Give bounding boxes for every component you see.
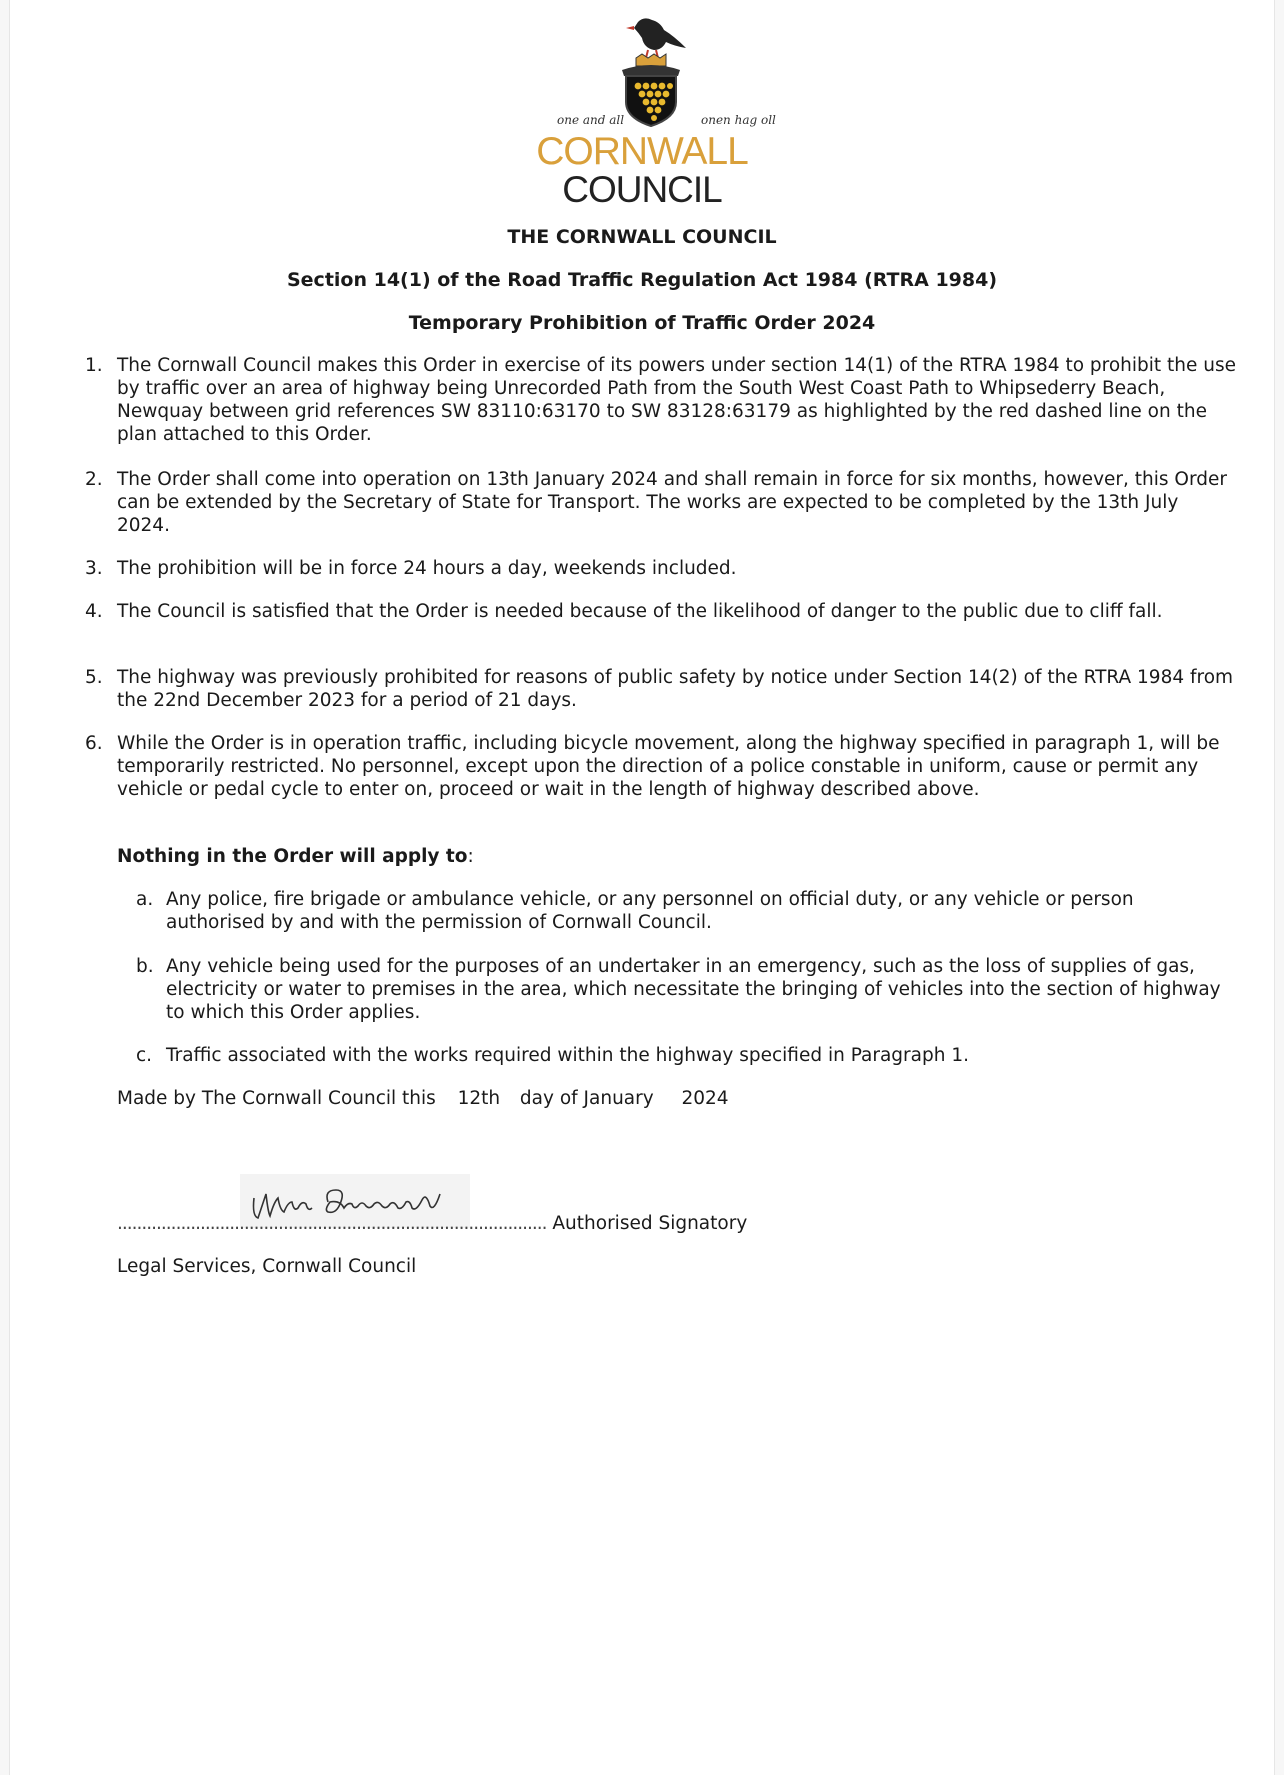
document-page (10, 0, 1274, 1775)
cornwall-council-crest-logo (608, 14, 694, 129)
paragraph-text: While the Order is in operation traffic, including bicycle movement, along the highway specified in paragraph 1, will be temporarily restricted. No personnel, except upon the direction of a police constable in uniform, cause or permit any vehicle or pedal cycle to enter on, proceed or wait in the length of highway described above. (117, 733, 1220, 800)
exemption-a (136, 888, 1236, 934)
paragraph-5 (85, 666, 1237, 712)
made-by-day: 12th (457, 1088, 501, 1109)
paragraph-text: The Council is satisfied that the Order is needed because of the likelihood of danger to the public due to cliff fall. (117, 601, 1163, 622)
paragraph-number: 1. (85, 355, 103, 376)
made-by-year: 2024 (681, 1088, 729, 1109)
motto-left: one and all (557, 113, 625, 127)
paragraph-text: The prohibition will be in force 24 hours a day, weekends included. (117, 558, 737, 579)
exemption-text: Any police, fire brigade or ambulance vehicle, or any personnel on official duty, or any vehicle or person authorised by and with the permission of Cornwall Council. (166, 889, 1134, 933)
paragraph-text: The highway was previously prohibited for reasons of public safety by notice under Section 14(2) of the RTRA 1984 from the 22nd December 2023 for a period of 21 days. (117, 667, 1234, 711)
paragraph-number: 3. (85, 558, 103, 579)
made-by-month: January (583, 1088, 654, 1109)
paragraph-number: 5. (85, 667, 103, 688)
brand-name-line1: CORNWALL (536, 130, 748, 173)
paragraph-3 (85, 557, 1237, 580)
paragraph-text: The Order shall come into operation on 13th January 2024 and shall remain in force for six months, however, this Order can be extended by the Secretary of State for Transport. The works are expected to be completed by the 13th July 2024. (117, 469, 1227, 536)
paragraph-4 (85, 600, 1237, 623)
order-title: Temporary Prohibition of Traffic Order 2024 (408, 312, 876, 334)
signatory-label: Authorised Signatory (552, 1213, 748, 1234)
paragraph-number: 6. (85, 733, 103, 754)
exemption-letter: b. (136, 956, 154, 977)
exemption-letter: c. (136, 1045, 153, 1066)
paragraph-2 (85, 468, 1237, 537)
motto-right: onen hag oll (701, 113, 776, 127)
signature-dots: ........................................................................................ (117, 1213, 547, 1234)
footer-legal-services: Legal Services, Cornwall Council (117, 1256, 417, 1277)
paragraph-6 (85, 732, 1237, 801)
made-by-line (117, 1087, 1237, 1110)
made-by-day-of: day of (519, 1088, 578, 1109)
exemptions-intro (117, 845, 1237, 868)
paragraph-text: The Cornwall Council makes this Order in exercise of its powers under section 14(1) of the RTRA 1984 to prohibit the use by traffic over an area of highway being Unrecorded Path from the South West Coast Path to Whipsederry Beach, Newquay between grid references SW 83110:63170 to SW 83128:63179 as highlighted by the red dashed line on the plan attached to this Order. (117, 355, 1237, 445)
signatory-line (117, 1212, 747, 1235)
act-heading: Section 14(1) of the Road Traffic Regulation Act 1984 (RTRA 1984) (286, 269, 998, 291)
exemption-c (136, 1044, 1236, 1067)
paragraph-1 (85, 354, 1237, 446)
brand-name-line2: COUNCIL (562, 169, 722, 210)
exemption-b (136, 955, 1236, 1024)
exemption-text: Any vehicle being used for the purposes of an undertaker in an emergency, such as the loss of supplies of gas, electricity or water to premises in the area, which necessitate the bringing of vehicles into the section of highway to which this Order applies. (166, 956, 1221, 1023)
exemptions-intro-colon: : (467, 846, 474, 867)
exemption-text: Traffic associated with the works required within the highway specified in Paragraph 1. (166, 1045, 969, 1066)
exemption-letter: a. (136, 889, 154, 910)
paragraph-number: 2. (85, 469, 103, 490)
council-heading: THE CORNWALL COUNCIL (507, 226, 777, 248)
paragraph-number: 4. (85, 601, 103, 622)
made-by-prefix: Made by The Cornwall Council this (117, 1088, 436, 1109)
exemptions-intro-bold: Nothing in the Order will apply to (117, 846, 468, 867)
